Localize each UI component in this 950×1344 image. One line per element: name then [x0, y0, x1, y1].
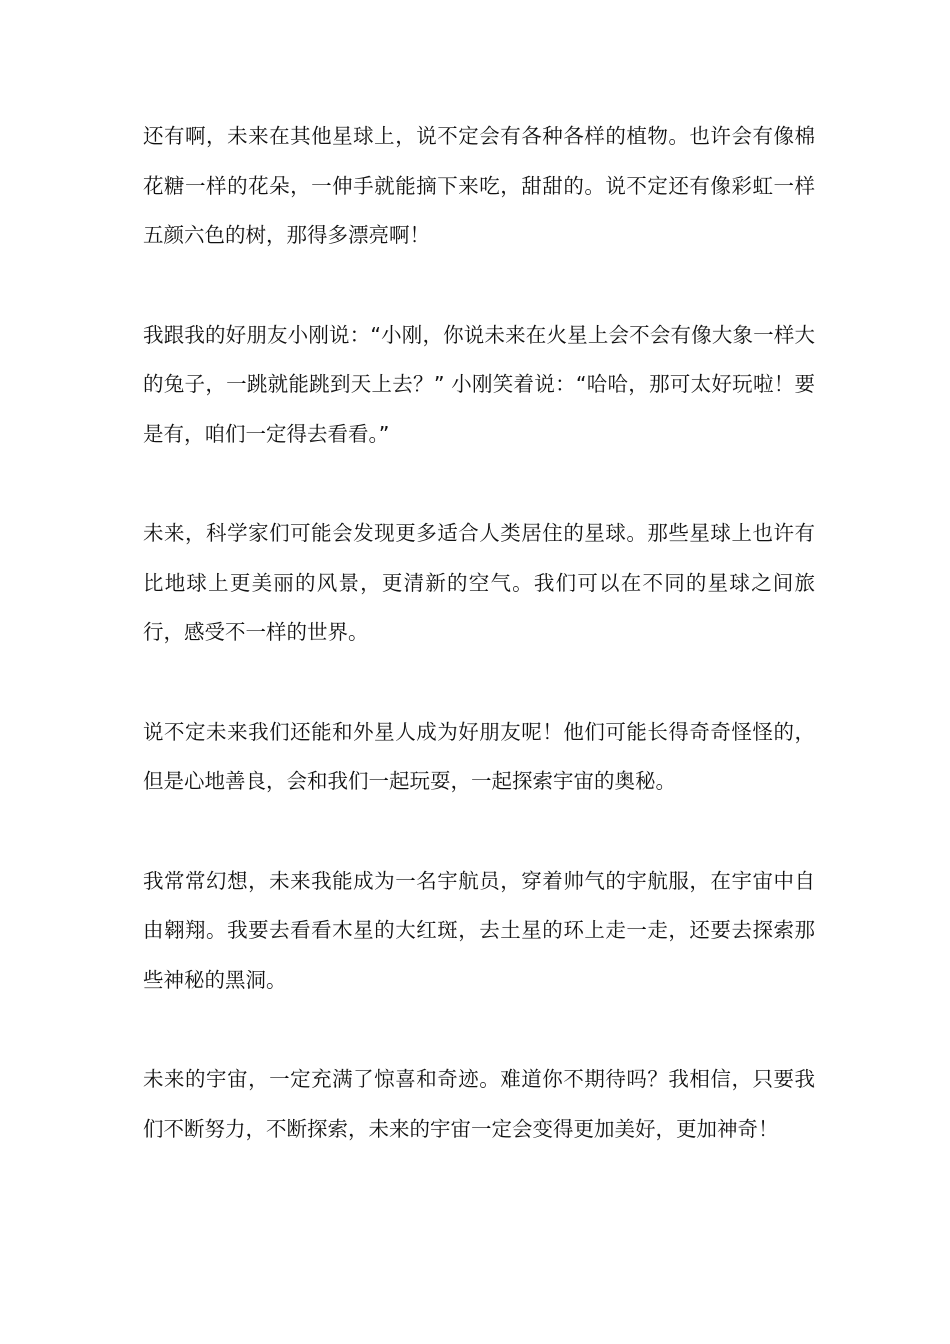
paragraph-aliens: 说不定未来我们还能和外星人成为好朋友呢！他们可能长得奇奇怪怪的，但是心地善良，会和我们一起玩耍，一起探索宇宙的奥秘。 [143, 719, 815, 793]
paragraph-astronaut-dream: 我常常幻想，未来我能成为一名宇航员，穿着帅气的宇航服，在宇宙中自由翱翔。我要去看看木星的大红斑，去土星的环上走一走，还要去探索那些神秘的黑洞。 [143, 868, 815, 992]
paragraph-friend-dialogue: 我跟我的好朋友小刚说：“小刚，你说未来在火星上会不会有像大象一样大的兔子，一跳就能跳到天上去？” 小刚笑着说：“哈哈，那可太好玩啦！要是有，咱们一定得去看看。” [143, 322, 815, 446]
paragraph-plants: 还有啊，未来在其他星球上，说不定会有各种各样的植物。也许会有像棉花糖一样的花朵，一伸手就能摘下来吃，甜甜的。说不定还有像彩虹一样五颜六色的树，那得多漂亮啊！ [143, 124, 815, 247]
document-body [143, 112, 815, 1204]
paragraph-new-planets: 未来，科学家们可能会发现更多适合人类居住的星球。那些星球上也许有比地球上更美丽的风景，更清新的空气。我们可以在不同的星球之间旅行，感受不一样的世界。 [143, 521, 815, 644]
paragraph-conclusion: 未来的宇宙，一定充满了惊喜和奇迹。难道你不期待吗？我相信，只要我们不断努力，不断探索，未来的宇宙一定会变得更加美好，更加神奇！ [143, 1067, 815, 1141]
